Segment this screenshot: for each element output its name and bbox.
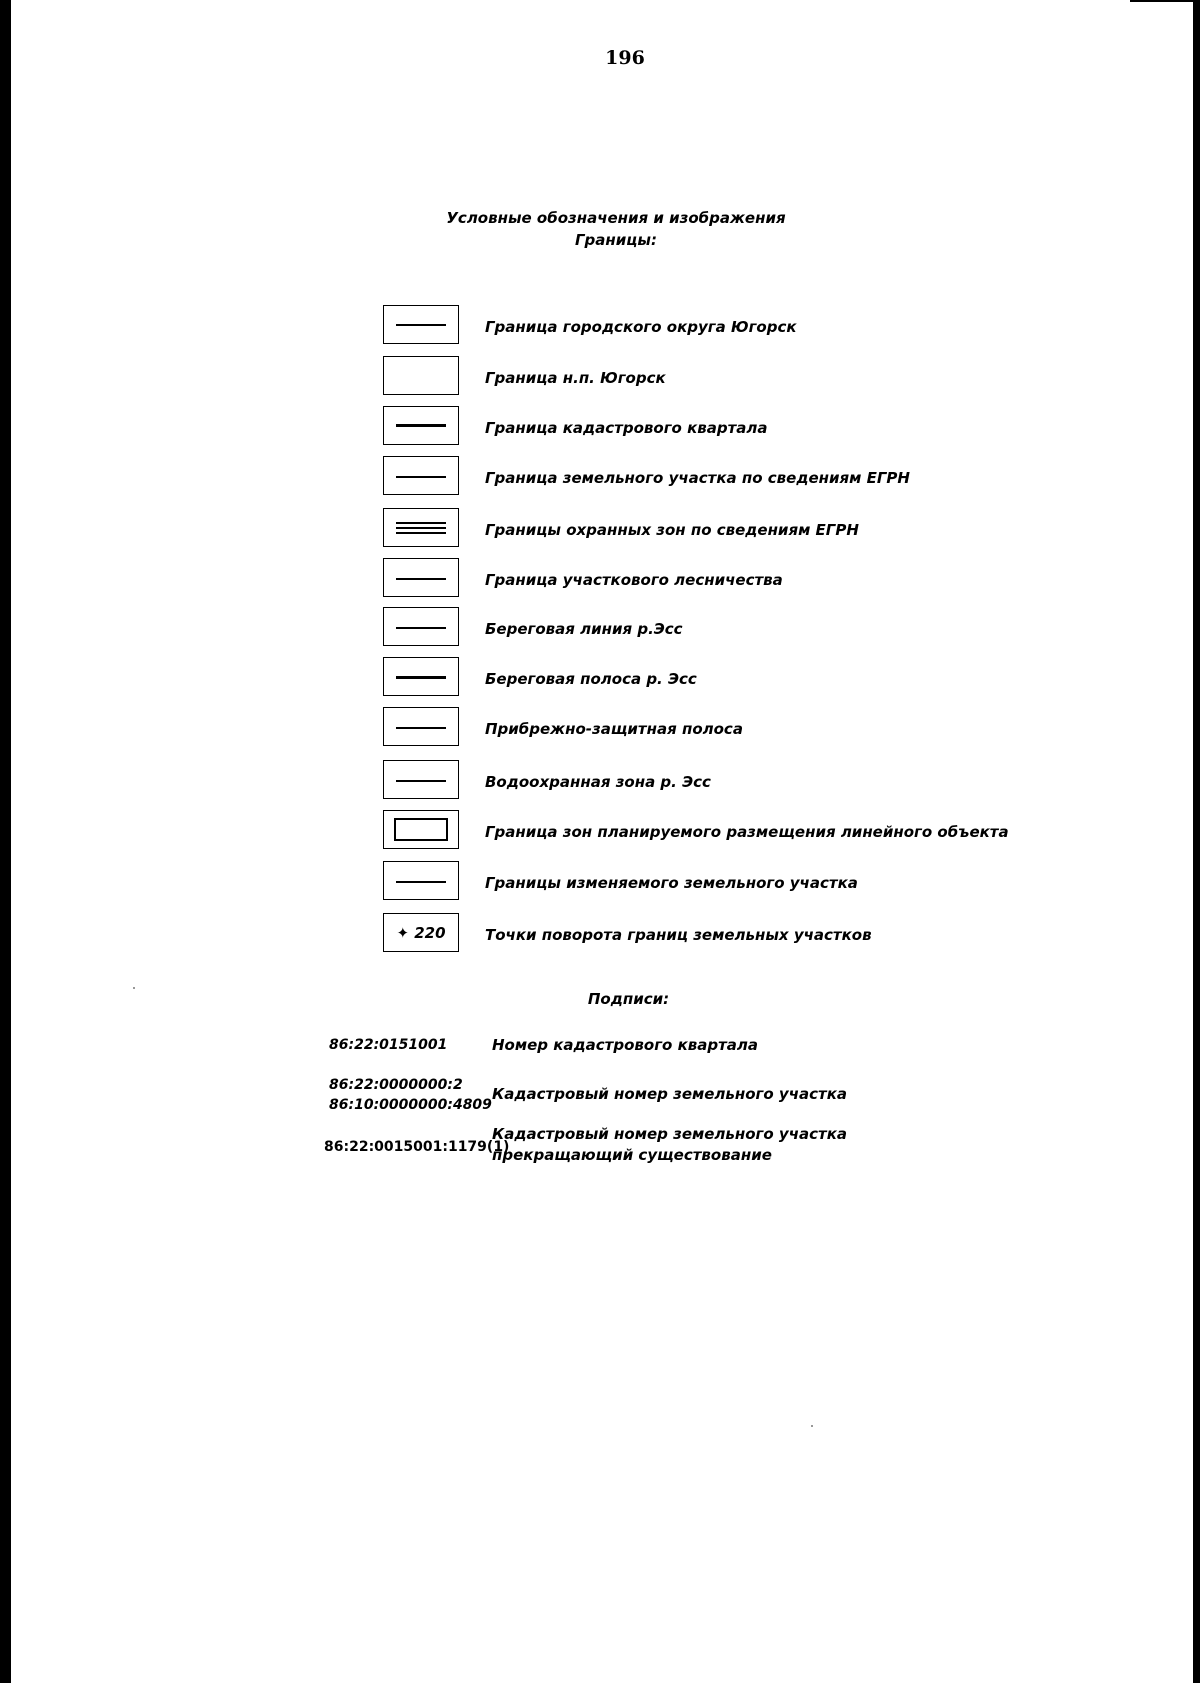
legend-label: Прибрежно-защитная полоса (485, 719, 743, 738)
terminated-land-plot-description-line1: Кадастровый номер земельного участка (492, 1125, 848, 1143)
medium-line-symbol (383, 861, 459, 900)
line-mark (396, 881, 446, 883)
terminated-land-plot-code: 86:22:0015001:1179(1) (324, 1139, 510, 1155)
medium-line-symbol (383, 456, 459, 495)
scan-border-left (0, 0, 11, 1683)
scan-border-top-right (1130, 0, 1200, 2)
legend-label: Граница участкового лесничества (485, 570, 783, 589)
line-mark (396, 727, 446, 729)
captions-title: Подписи: (587, 990, 670, 1008)
legend-row-city-district-boundary (383, 305, 983, 348)
scan-border-right (1193, 0, 1200, 1683)
line-mark (396, 578, 446, 580)
legend-row-changed-land-plot (383, 861, 983, 904)
legend-row-shore-strip (383, 657, 983, 700)
line-mark (396, 424, 446, 427)
thick-line-symbol (383, 657, 459, 696)
legend-row-linear-object-zone (383, 810, 1009, 853)
line-mark (396, 476, 446, 478)
land-plot-code-1: 86:22:0000000:2 (329, 1077, 463, 1093)
line-mark (396, 522, 446, 524)
turning-point-label: ✦ 220 (396, 923, 446, 942)
legend-label: Граница кадастрового квартала (485, 418, 768, 437)
legend-label: Водоохранная зона р. Эсс (485, 772, 711, 791)
legend-row-land-plot-boundary (383, 456, 983, 499)
scan-speck (811, 1425, 813, 1427)
legend-row-protection-zones-boundary (383, 508, 983, 551)
empty-symbol (383, 356, 459, 395)
thin-line-symbol (383, 707, 459, 746)
line-mark (396, 527, 446, 529)
legend-label: Границы охранных зон по сведениям ЕГРН (485, 520, 859, 539)
thin-line-symbol (383, 760, 459, 799)
line-mark (396, 627, 446, 629)
land-plot-code-2: 86:10:0000000:4809 (329, 1097, 492, 1113)
thin-line-symbol (383, 558, 459, 597)
legend-label: Граница городского округа Югорск (485, 317, 797, 336)
legend-row-water-protection-zone (383, 760, 983, 803)
scan-speck (133, 987, 135, 989)
legend-row-cadastral-quarter-boundary (383, 406, 983, 449)
rectangle-mark (394, 818, 448, 841)
cadastral-quarter-description: Номер кадастрового квартала (492, 1036, 759, 1054)
line-mark (396, 532, 446, 534)
thin-line-symbol (383, 305, 459, 344)
line-mark (396, 324, 446, 326)
legend-label: Береговая полоса р. Эсс (485, 669, 697, 688)
legend-row-shoreline (383, 607, 983, 650)
land-plot-description: Кадастровый номер земельного участка (492, 1085, 848, 1103)
terminated-land-plot-description-line2: прекращающий существование (492, 1146, 772, 1164)
double-line-symbol (383, 508, 459, 547)
turning-point-symbol (383, 913, 459, 952)
legend-row-turning-points (383, 913, 983, 956)
legend-row-settlement-boundary (383, 356, 983, 399)
line-mark (396, 780, 446, 782)
legend-label: Границы изменяемого земельного участка (485, 873, 858, 892)
thin-line-symbol (383, 607, 459, 646)
legend-title-line2: Границы: (575, 231, 657, 249)
line-mark (396, 676, 446, 679)
legend-label: Граница н.п. Югорск (485, 368, 666, 387)
legend-row-coastal-protection-strip (383, 707, 983, 750)
rectangle-symbol (383, 810, 459, 849)
thick-line-symbol (383, 406, 459, 445)
legend-title-line1: Условные обозначения и изображения (446, 209, 786, 227)
legend-label: Береговая линия р.Эсс (485, 619, 683, 638)
legend-row-forestry-boundary (383, 558, 983, 601)
legend-title (0, 207, 1200, 251)
legend-label: Граница зон планируемого размещения линейного объекта (485, 822, 1009, 841)
page-number: 196 (605, 47, 645, 69)
cadastral-quarter-code: 86:22:0151001 (329, 1037, 448, 1053)
legend-label: Граница земельного участка по сведениям ЕГРН (485, 468, 910, 487)
legend-label: Точки поворота границ земельных участков (485, 925, 872, 944)
